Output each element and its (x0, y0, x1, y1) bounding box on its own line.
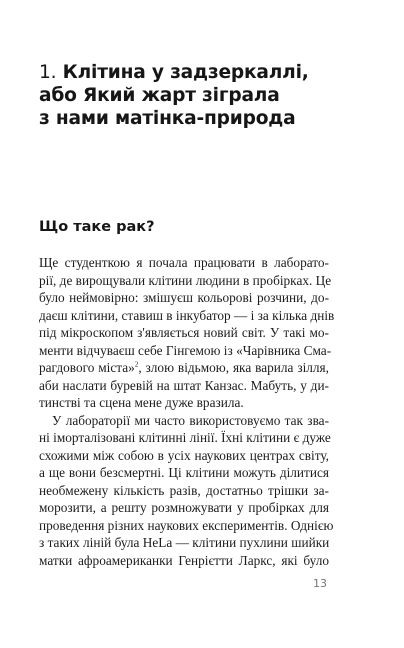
paragraph-2 (39, 412, 334, 570)
footnote-marker: 2 (134, 360, 139, 369)
text-line: даєш клітини, ставиш в інкубатор — і за кілька днів (39, 307, 335, 323)
text-line: необмежену кількість разів, достатньо трішки за- (39, 482, 329, 498)
chapter-title (39, 61, 379, 130)
text-fragment: , злою відьмою, яка варила зілля, (138, 360, 329, 375)
chapter-title-line-2: або Який жарт зіграла (39, 85, 280, 106)
chapter-title-line-3: з нами матінка-природа (39, 108, 296, 129)
section-heading: Що таке рак? (39, 219, 155, 235)
text-line: з таких ліній була HeLa — клітини пухлини шийки (39, 535, 330, 550)
paragraph-1 (39, 254, 335, 412)
chapter-number: 1. (39, 62, 57, 83)
body-text (39, 254, 335, 569)
text-line (39, 342, 332, 360)
text-line: ні іморталізовані клітинні лінії. Їхні клітини є дуже (39, 430, 331, 445)
text-line (39, 359, 329, 377)
text-line: схожими між собою в усіх наукових центрах світу, (39, 447, 329, 463)
text-fragment: менти відчуваєш себе Гінгемою із «Чарівника Сма- (39, 342, 332, 358)
text-line: Ще студенткою я почала працювати в лаборато- (39, 255, 329, 270)
text-line: було неймовірно: змішуєш кольорові розчини, до- (39, 290, 329, 305)
text-line: У лабораторії ми часто використовуємо так зва- (52, 412, 329, 428)
text-line: під мікроскопом з'являється новий світ. У такі мо- (39, 325, 329, 340)
chapter-title-text-1: Клітина у задзеркаллі, (62, 62, 309, 83)
text-line: рії, де вирощували клітини людини в пробірках. Це (39, 272, 332, 288)
text-line: матки афроамериканки Генрієтти Ларкс, які було (39, 552, 329, 568)
text-fragment: рагдового міста» (39, 360, 135, 375)
text-line: тинстві та сцена мене дуже вразила. (39, 395, 244, 410)
text-line: морозити, а решту розмножувати у пробірках для (39, 500, 329, 515)
text-line: а ще вони безсмертні. Ці клітини можуть ділитися (39, 465, 329, 480)
page-number: 13 (313, 577, 327, 590)
chapter-title-line-1 (39, 61, 379, 84)
text-line: аби наслати буревій на штат Канзас. Мабуть, у ди- (39, 377, 329, 393)
text-line: проведення різних наукових експериментів. Однією (39, 517, 334, 533)
